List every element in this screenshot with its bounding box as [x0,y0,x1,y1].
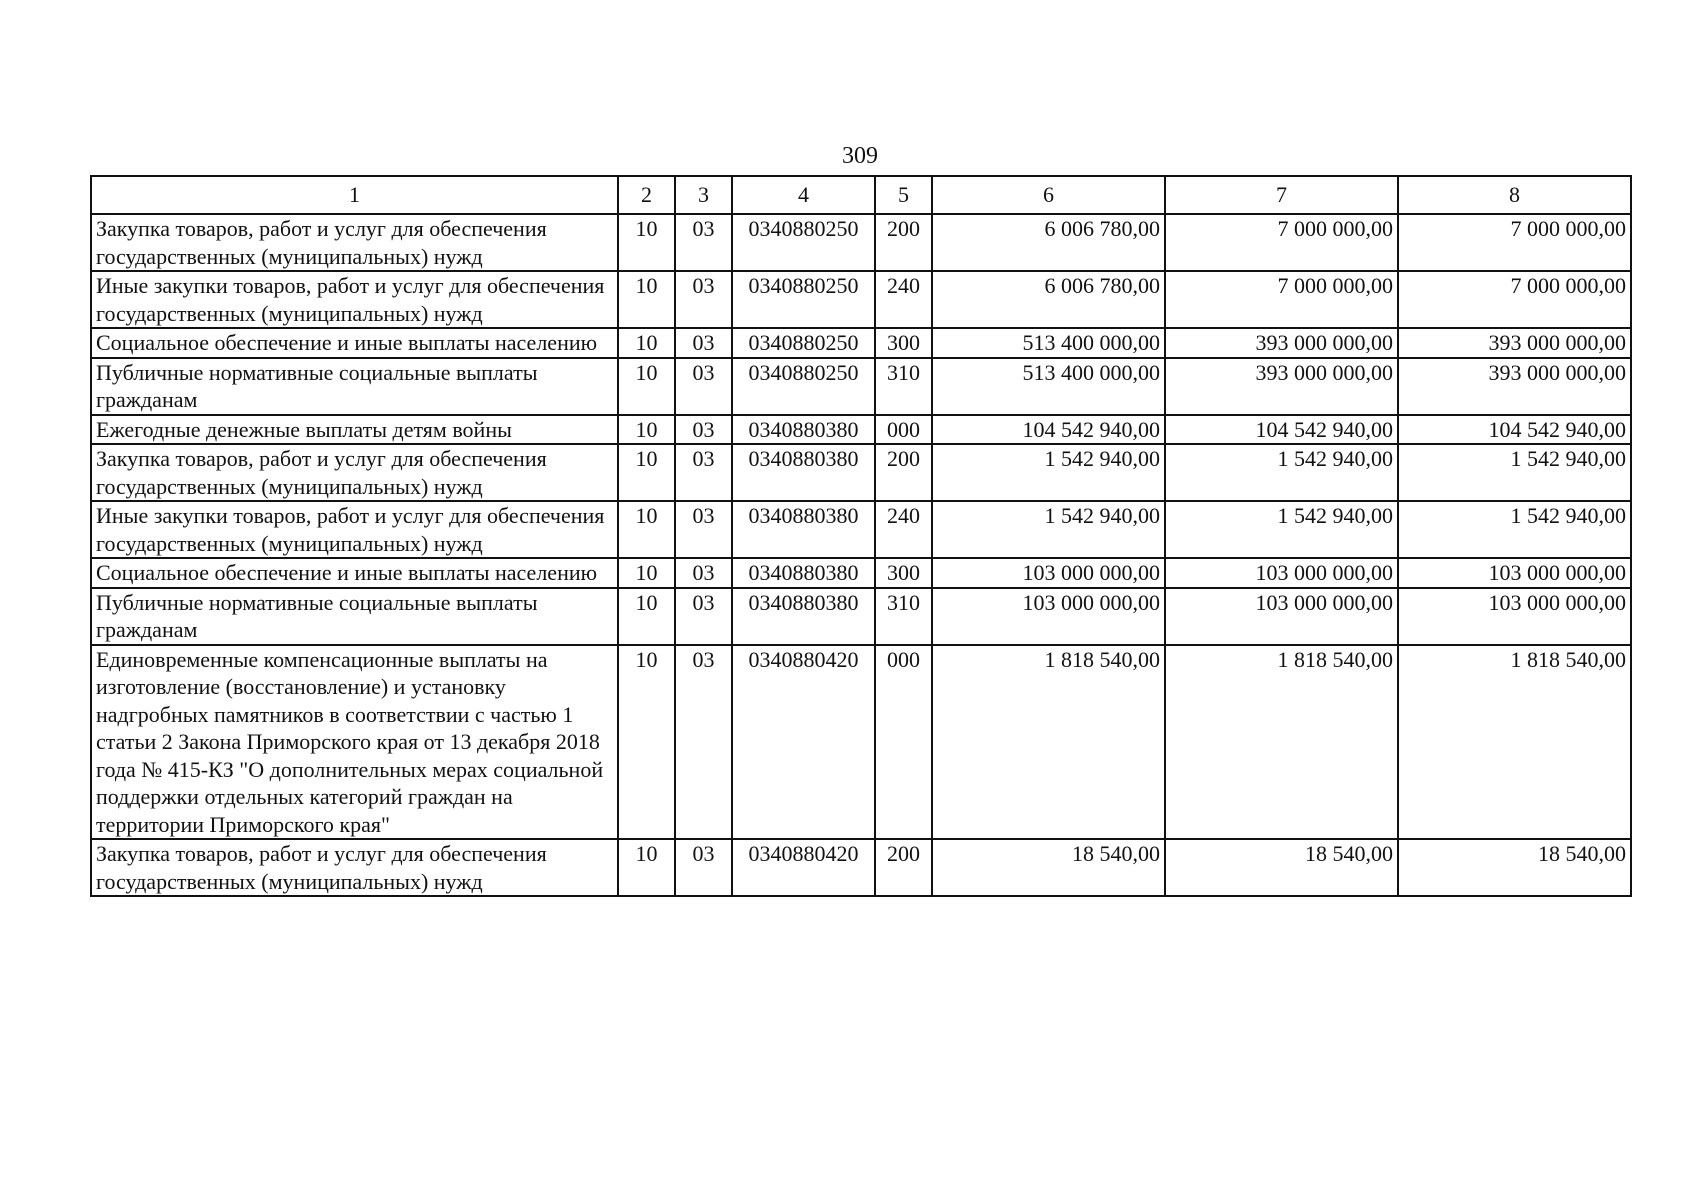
amount-col6: 1 818 540,00 [932,645,1165,840]
amount-col8: 104 542 940,00 [1398,415,1631,445]
expense-type-code: 200 [875,839,932,896]
amount-col6: 104 542 940,00 [932,415,1165,445]
subsection-code: 03 [675,558,732,588]
item-name: Социальное обеспечение и иные выплаты населению [91,328,618,358]
section-code: 10 [618,588,675,645]
amount-col7: 7 000 000,00 [1165,271,1398,328]
subsection-code: 03 [675,444,732,501]
section-code: 10 [618,415,675,445]
target-article-code: 0340880250 [732,271,875,328]
table-row [91,558,1631,588]
table-row [91,358,1631,415]
item-name: Иные закупки товаров, работ и услуг для обеспечения государственных (муниципальных) нужд [91,271,618,328]
subsection-code: 03 [675,214,732,271]
amount-col7: 393 000 000,00 [1165,358,1398,415]
item-name: Закупка товаров, работ и услуг для обеспечения государственных (муниципальных) нужд [91,444,618,501]
amount-col6: 513 400 000,00 [932,328,1165,358]
subsection-code: 03 [675,839,732,896]
amount-col7: 104 542 940,00 [1165,415,1398,445]
amount-col6: 6 006 780,00 [932,214,1165,271]
target-article-code: 0340880380 [732,588,875,645]
amount-col8: 103 000 000,00 [1398,588,1631,645]
item-name: Публичные нормативные социальные выплаты гражданам [91,358,618,415]
amount-col8: 18 540,00 [1398,839,1631,896]
target-article-code: 0340880250 [732,328,875,358]
column-header: 5 [875,176,932,214]
target-article-code: 0340880380 [732,415,875,445]
expense-type-code: 300 [875,558,932,588]
column-header: 7 [1165,176,1398,214]
table-row [91,501,1631,558]
header-row [91,176,1631,214]
amount-col6: 18 540,00 [932,839,1165,896]
amount-col6: 6 006 780,00 [932,271,1165,328]
column-header: 8 [1398,176,1631,214]
subsection-code: 03 [675,358,732,415]
column-header: 6 [932,176,1165,214]
amount-col8: 7 000 000,00 [1398,271,1631,328]
amount-col7: 1 818 540,00 [1165,645,1398,840]
amount-col8: 1 542 940,00 [1398,444,1631,501]
target-article-code: 0340880380 [732,444,875,501]
target-article-code: 0340880420 [732,839,875,896]
expense-type-code: 200 [875,214,932,271]
item-name: Социальное обеспечение и иные выплаты населению [91,558,618,588]
amount-col6: 1 542 940,00 [932,444,1165,501]
amount-col7: 1 542 940,00 [1165,501,1398,558]
amount-col8: 7 000 000,00 [1398,214,1631,271]
section-code: 10 [618,271,675,328]
subsection-code: 03 [675,328,732,358]
section-code: 10 [618,328,675,358]
item-name: Иные закупки товаров, работ и услуг для обеспечения государственных (муниципальных) нужд [91,501,618,558]
amount-col8: 103 000 000,00 [1398,558,1631,588]
expense-type-code: 310 [875,588,932,645]
amount-col7: 103 000 000,00 [1165,558,1398,588]
section-code: 10 [618,214,675,271]
item-name: Публичные нормативные социальные выплаты гражданам [91,588,618,645]
amount-col6: 1 542 940,00 [932,501,1165,558]
table-row [91,588,1631,645]
section-code: 10 [618,558,675,588]
expense-type-code: 200 [875,444,932,501]
subsection-code: 03 [675,501,732,558]
amount-col8: 393 000 000,00 [1398,358,1631,415]
target-article-code: 0340880250 [732,358,875,415]
amount-col6: 513 400 000,00 [932,358,1165,415]
subsection-code: 03 [675,588,732,645]
table-row [91,415,1631,445]
target-article-code: 0340880380 [732,501,875,558]
item-name: Ежегодные денежные выплаты детям войны [91,415,618,445]
target-article-code: 0340880250 [732,214,875,271]
table-row [91,328,1631,358]
target-article-code: 0340880380 [732,558,875,588]
subsection-code: 03 [675,415,732,445]
expense-type-code: 300 [875,328,932,358]
expense-type-code: 240 [875,501,932,558]
amount-col6: 103 000 000,00 [932,588,1165,645]
subsection-code: 03 [675,645,732,840]
column-header: 1 [91,176,618,214]
table-row [91,214,1631,271]
expense-type-code: 000 [875,415,932,445]
item-name: Закупка товаров, работ и услуг для обеспечения государственных (муниципальных) нужд [91,214,618,271]
expense-type-code: 240 [875,271,932,328]
amount-col8: 1 818 540,00 [1398,645,1631,840]
budget-table [90,175,1632,897]
amount-col6: 103 000 000,00 [932,558,1165,588]
column-header: 4 [732,176,875,214]
expense-type-code: 310 [875,358,932,415]
amount-col7: 103 000 000,00 [1165,588,1398,645]
table-row [91,839,1631,896]
amount-col7: 393 000 000,00 [1165,328,1398,358]
column-header: 3 [675,176,732,214]
table-row [91,271,1631,328]
amount-col7: 18 540,00 [1165,839,1398,896]
section-code: 10 [618,358,675,415]
item-name: Закупка товаров, работ и услуг для обеспечения государственных (муниципальных) нужд [91,839,618,896]
amount-col8: 393 000 000,00 [1398,328,1631,358]
section-code: 10 [618,444,675,501]
page-number: 309 [842,143,878,169]
section-code: 10 [618,645,675,840]
section-code: 10 [618,501,675,558]
target-article-code: 0340880420 [732,645,875,840]
amount-col8: 1 542 940,00 [1398,501,1631,558]
expense-type-code: 000 [875,645,932,840]
table-row [91,444,1631,501]
column-header: 2 [618,176,675,214]
table-row [91,645,1631,840]
amount-col7: 1 542 940,00 [1165,444,1398,501]
section-code: 10 [618,839,675,896]
amount-col7: 7 000 000,00 [1165,214,1398,271]
item-name: Единовременные компенсационные выплаты на изготовление (восстановление) и установку надгробных памятников в соответствии с частью 1 статьи 2 Закона Приморского края от 13 декабря 2018 года № 415-КЗ "О дополнительных мерах социальной поддержки отдельных категорий граждан на территории Приморского края" [91,645,618,840]
subsection-code: 03 [675,271,732,328]
